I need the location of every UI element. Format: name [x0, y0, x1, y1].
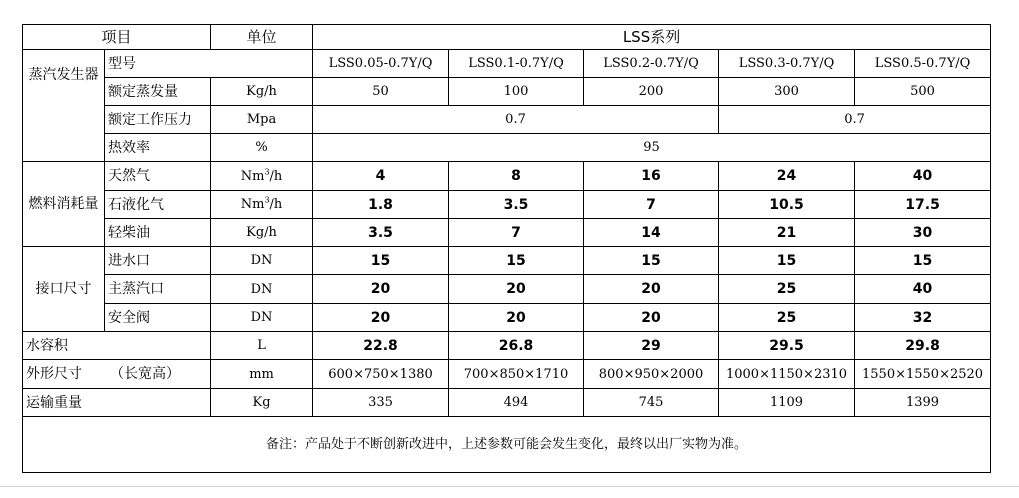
group-steam-generator: 蒸汽发生器: [23, 50, 105, 162]
model-cell: LSS0.05-0.7Y/Q: [313, 50, 449, 78]
value-cell: 7: [584, 191, 719, 219]
value-cell: 335: [313, 389, 449, 417]
model-row: [23, 50, 991, 78]
value-cell: 14: [584, 219, 719, 247]
row-label: 热效率: [105, 134, 211, 162]
value-cell: 15: [584, 247, 719, 275]
thermal-efficiency-row: [23, 134, 991, 162]
value-cell: 0.7: [313, 106, 719, 134]
header-series: LSS系列: [313, 25, 991, 50]
header-unit: 单位: [211, 25, 313, 50]
unit-cell: Mpa: [211, 106, 313, 134]
value-cell: 22.8: [313, 332, 449, 360]
value-cell: 15: [313, 247, 449, 275]
unit-cell: %: [211, 134, 313, 162]
value-cell: 15: [719, 247, 855, 275]
header-row: [23, 25, 991, 50]
value-cell: 1399: [855, 389, 991, 417]
value-cell: 26.8: [449, 332, 584, 360]
row-label: 轻柴油: [105, 219, 211, 247]
value-cell: 700×850×1710: [449, 360, 584, 389]
value-cell: 21: [719, 219, 855, 247]
group-interface-size: 接口尺寸: [23, 247, 105, 332]
group-fuel-consumption: 燃料消耗量: [23, 162, 105, 247]
unit-cell: DN: [211, 304, 313, 332]
value-cell: 17.5: [855, 191, 991, 219]
value-cell: 20: [584, 304, 719, 332]
value-cell: 100: [449, 78, 584, 106]
value-cell: 29.5: [719, 332, 855, 360]
unit-tail: /h: [269, 197, 283, 212]
unit-cell: [211, 191, 313, 219]
value-cell: 745: [584, 389, 719, 417]
value-cell: 300: [719, 78, 855, 106]
unit-cell: DN: [211, 275, 313, 304]
unit-cell: L: [211, 332, 313, 360]
value-cell: 95: [313, 134, 991, 162]
value-cell: 600×750×1380: [313, 360, 449, 389]
row-label: 安全阀: [105, 304, 211, 332]
note-text: 备注：产品处于不断创新改进中，上述参数可能会发生变化，最终以出厂实物为准。: [23, 417, 991, 473]
transport-weight-row: [23, 389, 991, 417]
header-item: 项目: [23, 25, 211, 50]
value-cell: 30: [855, 219, 991, 247]
value-cell: 4: [313, 162, 449, 191]
note-row: [23, 417, 991, 473]
rated-pressure-row: [23, 106, 991, 134]
value-cell: 25: [719, 275, 855, 304]
unit-cell: DN: [211, 247, 313, 275]
value-cell: 3.5: [313, 219, 449, 247]
value-cell: 20: [584, 275, 719, 304]
unit-base: Nm: [240, 197, 265, 212]
unit-superscript: 3: [264, 167, 270, 177]
dimensions-row: [23, 360, 991, 389]
row-label: 额定工作压力: [105, 106, 211, 134]
value-cell: 20: [449, 304, 584, 332]
row-label: 水容积: [23, 332, 211, 360]
model-cell: LSS0.3-0.7Y/Q: [719, 50, 855, 78]
value-cell: 40: [855, 275, 991, 304]
unit-cell: Kg/h: [211, 219, 313, 247]
value-cell: 8: [449, 162, 584, 191]
water-inlet-row: [23, 247, 991, 275]
value-cell: 3.5: [449, 191, 584, 219]
value-cell: 1550×1550×2520: [855, 360, 991, 389]
model-label: 型号: [105, 50, 313, 78]
page-divider: [0, 486, 1019, 487]
row-label: 额定蒸发量: [105, 78, 211, 106]
unit-cell: Kg/h: [211, 78, 313, 106]
value-cell: 0.7: [719, 106, 991, 134]
value-cell: 800×950×2000: [584, 360, 719, 389]
unit-base: Nm: [240, 168, 265, 184]
value-cell: 1109: [719, 389, 855, 417]
unit-tail: /h: [269, 168, 283, 184]
value-cell: 1.8: [313, 191, 449, 219]
row-label: 天然气: [105, 162, 211, 191]
water-capacity-row: [23, 332, 991, 360]
unit-cell: Kg: [211, 389, 313, 417]
rated-evaporation-row: [23, 78, 991, 106]
row-label: 主蒸汽口: [105, 275, 211, 304]
model-cell: LSS0.2-0.7Y/Q: [584, 50, 719, 78]
row-label: [23, 360, 211, 389]
main-steam-outlet-row: [23, 275, 991, 304]
value-cell: 15: [855, 247, 991, 275]
lpg-row: [23, 191, 991, 219]
model-cell: LSS0.5-0.7Y/Q: [855, 50, 991, 78]
value-cell: 25: [719, 304, 855, 332]
model-cell: LSS0.1-0.7Y/Q: [449, 50, 584, 78]
value-cell: 200: [584, 78, 719, 106]
row-label: 运输重量: [23, 389, 211, 417]
value-cell: 16: [584, 162, 719, 191]
spec-table: [22, 24, 991, 473]
value-cell: 500: [855, 78, 991, 106]
value-cell: 40: [855, 162, 991, 191]
value-cell: 7: [449, 219, 584, 247]
dimensions-label: 外形尺寸: [26, 366, 82, 382]
value-cell: 1000×1150×2310: [719, 360, 855, 389]
natural-gas-row: [23, 162, 991, 191]
value-cell: 20: [313, 304, 449, 332]
safety-valve-row: [23, 304, 991, 332]
dimensions-label-suffix: （长宽高）: [110, 366, 180, 382]
value-cell: 20: [313, 275, 449, 304]
value-cell: 24: [719, 162, 855, 191]
value-cell: 10.5: [719, 191, 855, 219]
value-cell: 32: [855, 304, 991, 332]
row-label: 石液化气: [105, 191, 211, 219]
value-cell: 50: [313, 78, 449, 106]
value-cell: 29: [584, 332, 719, 360]
row-label: 进水口: [105, 247, 211, 275]
unit-cell: mm: [211, 360, 313, 389]
light-diesel-row: [23, 219, 991, 247]
unit-cell: [211, 162, 313, 191]
unit-superscript: 3: [264, 195, 270, 205]
value-cell: 29.8: [855, 332, 991, 360]
value-cell: 494: [449, 389, 584, 417]
value-cell: 15: [449, 247, 584, 275]
value-cell: 20: [449, 275, 584, 304]
